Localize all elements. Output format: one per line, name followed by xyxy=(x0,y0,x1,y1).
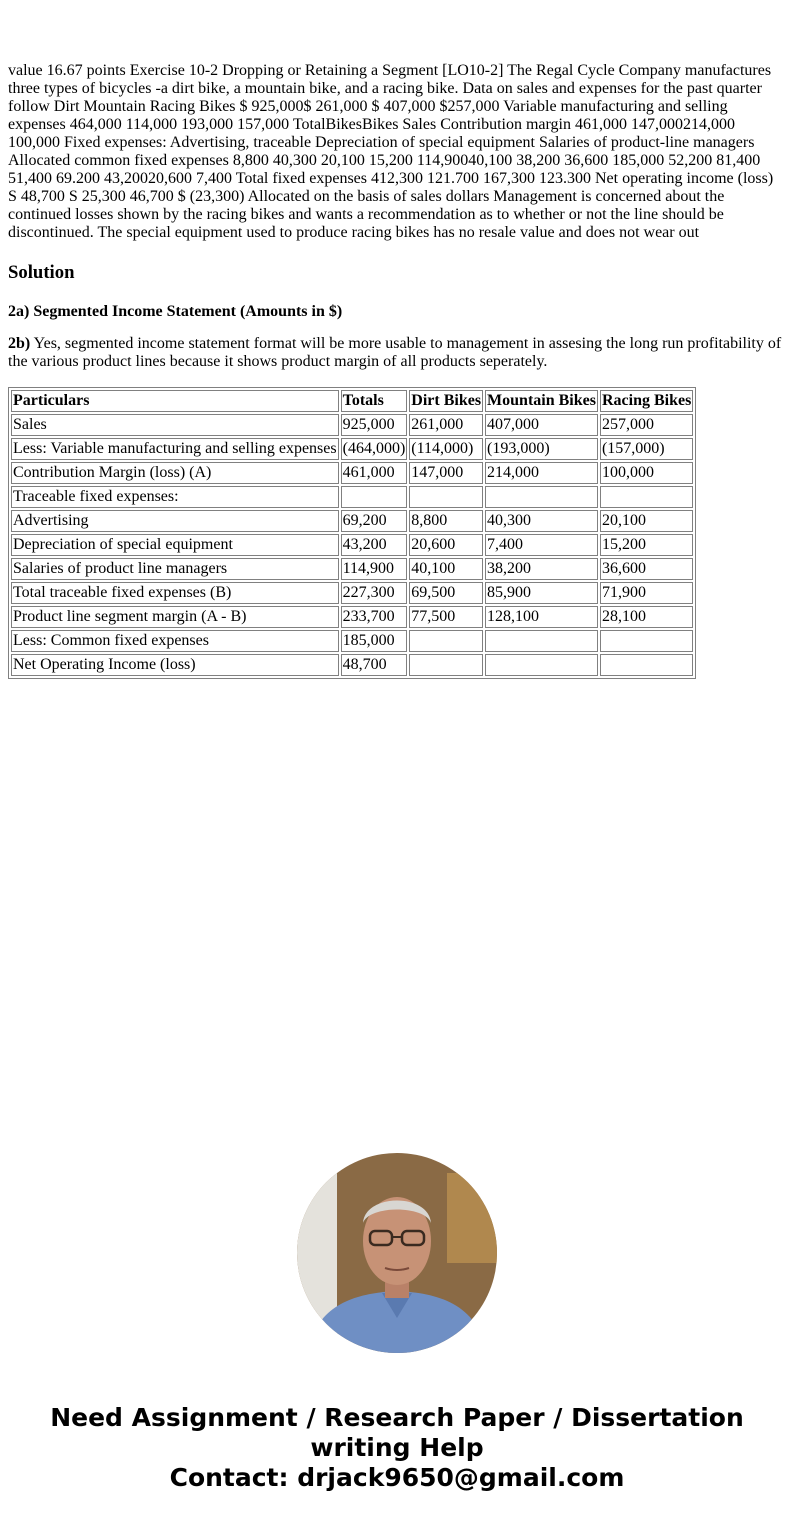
cell-mountain-bikes: 38,200 xyxy=(485,558,598,580)
cell-dirt-bikes xyxy=(409,654,483,676)
cell-racing-bikes: 71,900 xyxy=(600,582,693,604)
cell-mountain-bikes: (193,000) xyxy=(485,438,598,460)
cell-particulars: Net Operating Income (loss) xyxy=(11,654,339,676)
cell-racing-bikes xyxy=(600,630,693,652)
cell-mountain-bikes: 128,100 xyxy=(485,606,598,628)
cell-mountain-bikes xyxy=(485,630,598,652)
table-row xyxy=(11,414,693,436)
document-body xyxy=(8,62,786,679)
cell-dirt-bikes xyxy=(409,630,483,652)
table-row xyxy=(11,510,693,532)
solution-heading: Solution xyxy=(8,262,75,283)
part-b-text: Yes, segmented income statement format will be more usable to management in assesing the long run profitability of the various product lines because it shows product margin of all products seperately. xyxy=(8,335,782,370)
cell-racing-bikes: 15,200 xyxy=(600,534,693,556)
cell-dirt-bikes: 20,600 xyxy=(409,534,483,556)
cell-particulars: Less: Variable manufacturing and selling expenses xyxy=(11,438,339,460)
cell-dirt-bikes xyxy=(409,486,483,508)
header-mountain-bikes: Mountain Bikes xyxy=(485,390,598,412)
cell-particulars: Less: Common fixed expenses xyxy=(11,630,339,652)
cell-dirt-bikes: 261,000 xyxy=(409,414,483,436)
cell-totals: 925,000 xyxy=(341,414,408,436)
table-row xyxy=(11,438,693,460)
portrait-cabinet xyxy=(447,1173,497,1263)
cell-particulars: Sales xyxy=(11,414,339,436)
cell-mountain-bikes: 40,300 xyxy=(485,510,598,532)
cell-mountain-bikes: 85,900 xyxy=(485,582,598,604)
cell-totals: 227,300 xyxy=(341,582,408,604)
cell-particulars: Contribution Margin (loss) (A) xyxy=(11,462,339,484)
table-row xyxy=(11,582,693,604)
cell-dirt-bikes: 8,800 xyxy=(409,510,483,532)
cell-dirt-bikes: 77,500 xyxy=(409,606,483,628)
table-row xyxy=(11,654,693,676)
cell-racing-bikes xyxy=(600,654,693,676)
part-b-answer xyxy=(8,335,786,371)
author-portrait-image xyxy=(297,1153,497,1353)
table-body xyxy=(11,414,693,676)
header-particulars: Particulars xyxy=(11,390,339,412)
cell-totals: 461,000 xyxy=(341,462,408,484)
cell-racing-bikes: 36,600 xyxy=(600,558,693,580)
cell-totals: 233,700 xyxy=(341,606,408,628)
table-row xyxy=(11,606,693,628)
header-totals: Totals xyxy=(341,390,408,412)
cell-particulars: Depreciation of special equipment xyxy=(11,534,339,556)
cell-totals xyxy=(341,486,408,508)
cell-racing-bikes: 28,100 xyxy=(600,606,693,628)
cell-racing-bikes xyxy=(600,486,693,508)
cell-mountain-bikes xyxy=(485,486,598,508)
cell-mountain-bikes: 7,400 xyxy=(485,534,598,556)
cell-racing-bikes: 257,000 xyxy=(600,414,693,436)
promo-line-2: writing Help xyxy=(310,1433,484,1462)
author-avatar xyxy=(297,1153,497,1353)
cell-mountain-bikes: 407,000 xyxy=(485,414,598,436)
cell-particulars: Product line segment margin (A - B) xyxy=(11,606,339,628)
cell-racing-bikes: 20,100 xyxy=(600,510,693,532)
table-header-row xyxy=(11,390,693,412)
cell-particulars: Traceable fixed expenses: xyxy=(11,486,339,508)
cell-dirt-bikes: 40,100 xyxy=(409,558,483,580)
table-row xyxy=(11,462,693,484)
cell-totals: 43,200 xyxy=(341,534,408,556)
cell-totals: 48,700 xyxy=(341,654,408,676)
question-text: value 16.67 points Exercise 10-2 Dropping or Retaining a Segment [LO10-2] The Regal Cycle Company manufactures three types of bicycles -a dirt bike, a mountain bike, and a racing bike. Data on sales and expenses for the past quarter follow Dirt Mountain Racing Bikes $ 925,000$ 261,000 $ 407,000 $257,000 Variable manufacturing and selling expenses 464,000 114,000 193,000 157,000 TotalBikesBikes Sales Contribution margin 461,000 147,000214,000 100,000 Fixed expenses: Advertising, traceable Depreciation of special equipment Salaries of product-line managers Allocated common fixed expenses 8,800 40,300 20,100 15,200 114,90040,100 38,200 36,600 185,000 52,200 81,400 51,400 69.200 43,20020,600 7,400 Total fixed expenses 412,300 121.700 167,300 123.300 Net operating income (loss) S 48,700 S 25,300 46,700 $ (23,300) Allocated on the basis of sales dollars Management is concerned about the continued losses shown by the racing bikes and wants a recommendation as to whether or not the line should be discontinued. The special equipment used to produce racing bikes has no resale value and does not wear out xyxy=(8,62,774,241)
promo-line-1: Need Assignment / Research Paper / Dissertation xyxy=(50,1403,744,1432)
cell-racing-bikes: (157,000) xyxy=(600,438,693,460)
cell-dirt-bikes: 147,000 xyxy=(409,462,483,484)
promo-contact: Contact: drjack9650@gmail.com xyxy=(169,1463,625,1492)
header-dirt-bikes: Dirt Bikes xyxy=(409,390,483,412)
cell-dirt-bikes: 69,500 xyxy=(409,582,483,604)
cell-dirt-bikes: (114,000) xyxy=(409,438,483,460)
cell-particulars: Total traceable fixed expenses (B) xyxy=(11,582,339,604)
table-row xyxy=(11,534,693,556)
cell-particulars: Advertising xyxy=(11,510,339,532)
cell-mountain-bikes: 214,000 xyxy=(485,462,598,484)
segmented-income-statement-table xyxy=(8,387,696,679)
cell-totals: 114,900 xyxy=(341,558,408,580)
table-row xyxy=(11,558,693,580)
cell-particulars: Salaries of product line managers xyxy=(11,558,339,580)
table-row xyxy=(11,630,693,652)
cell-racing-bikes: 100,000 xyxy=(600,462,693,484)
cell-totals: (464,000) xyxy=(341,438,408,460)
part-b-label: 2b) xyxy=(8,335,31,352)
part-a-heading: 2a) Segmented Income Statement (Amounts in $) xyxy=(8,303,343,320)
cell-mountain-bikes xyxy=(485,654,598,676)
table-row xyxy=(11,486,693,508)
header-racing-bikes: Racing Bikes xyxy=(600,390,693,412)
cell-totals: 69,200 xyxy=(341,510,408,532)
cell-totals: 185,000 xyxy=(341,630,408,652)
promo-banner xyxy=(0,1403,794,1493)
